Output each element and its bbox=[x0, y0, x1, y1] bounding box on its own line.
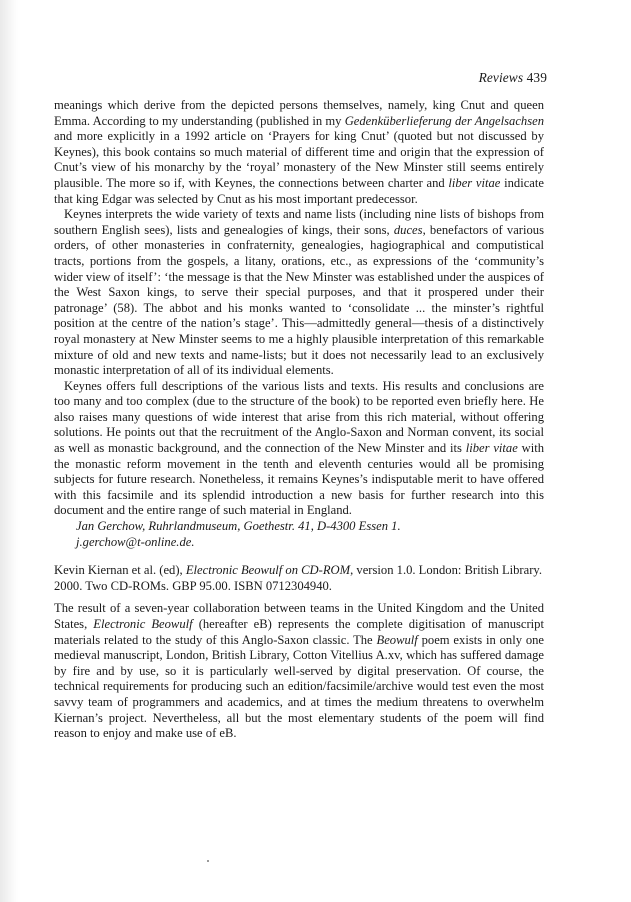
italic-text-run: Electronic Beowulf on CD-ROM bbox=[185, 563, 351, 578]
author-signature: Jan Gerchow, Ruhrlandmuseum, Goethestr. 41, D-4300 Essen 1. bbox=[76, 519, 401, 534]
italic-text-run: Gedenküberlieferung der Angelsachsen bbox=[344, 113, 544, 128]
scan-binding-shadow bbox=[0, 0, 18, 902]
body-paragraph-2 bbox=[54, 207, 544, 379]
running-header bbox=[479, 70, 547, 86]
text-run: , version 1.0. London: British Library. 2000. Two CD-ROMs. GBP 95.00. ISBN 0712304940. bbox=[54, 563, 543, 593]
text-run: Keynes offers full descriptions of the various lists and texts. His results and conclusions are too many and too complex (due to the structure of the book) to be reported even briefly here. He also raises many questions of wide interest that arise from this rich material, without offering solutions. He points out that the recruitment of the Anglo-Saxon and Norman convent, its social as well as monastic background, and the connection of the New Minster and its bbox=[54, 378, 544, 456]
text-run: The result of a seven-year collaboration between teams in the United Kingdom and the United States, bbox=[54, 601, 544, 631]
text-run: indicate that king Edgar was selected by Cnut as his most important predecessor. bbox=[54, 175, 544, 206]
review-citation bbox=[54, 563, 544, 594]
text-run: meanings which derive from the depicted persons themselves, namely, king Cnut and queen Emma. According to my understanding (published in my bbox=[54, 98, 544, 128]
text-run: Keynes interprets the wide variety of texts and name lists (including nine lists of bishops from southern English sees), lists and genealogies of kings, their sons, bbox=[54, 207, 544, 237]
text-run: with the monastic reform movement in the tenth and eleventh centuries would all be promising subjects for future research. Nonetheless, it remains Keynes’s indisputable merit to have offered with this facsimile and its splendid introduction a new basis for further research into this document and the entire range of such material in England. bbox=[54, 441, 545, 518]
italic-text-run: Beowulf bbox=[376, 632, 418, 647]
body-paragraph-3 bbox=[54, 379, 544, 519]
text-run: , benefactors of various orders, of other monasteries in confraternity, genealogies, hagiographical and computistical tracts, portions from the gospels, a litany, orations, etc., as expressions of the ‘community’s wider view of itself’: ‘the message is that the New Minster was established under the auspices of the West Saxon kings, to serve their special purposes, and that it prospered under their patronage’ (58). The abbot and his monks wanted to ‘consolidate ... the minster’s rightful position at the centre of the nation’s stage’. This—admittedly general—thesis of a distinctively royal monastery at New Minster seems to me a highly plausible interpretation of this remarkable mixture of old and new texts and name-lists; but it does not necessarily lead to an exclusively monastic interpretation of all of its individual elements. bbox=[54, 222, 544, 378]
text-run: and more explicitly in a 1992 article on ‘Prayers for king Cnut’ (quoted but not discussed by Keynes), this book contains so much material of different time and origin that the expression of Cnut’s view of his monarchy by the ‘royal’ monastery of the New Minster still seems entirely plausible. The more so if, with Keynes, the connections between charter and bbox=[54, 129, 544, 190]
scan-speck bbox=[207, 860, 209, 862]
body-paragraph-1 bbox=[54, 98, 544, 207]
text-run: poem exists in only one medieval manuscript, London, British Library, Cotton Vitellius A.xv, which has suffered damage by fire and by use, so it is particularly well-served by digital preservation. Of course, the technical requirements for producing such an edition/facsimile/archive would test even the most savvy team of programmers and academics, and at times the medium threatens to overwhelm Kiernan’s project. Nevertheless, all but the most elementary students of the poem will find reason to enjoy and make use of eB. bbox=[54, 632, 545, 741]
running-header-section: Reviews bbox=[478, 70, 524, 85]
italic-text-run: liber vitae bbox=[448, 175, 501, 190]
text-run: Kevin Kiernan et al. (ed), bbox=[54, 563, 186, 578]
review-body-paragraph bbox=[54, 601, 544, 741]
author-email: j.gerchow@t-online.de. bbox=[76, 534, 195, 549]
text-column bbox=[54, 98, 544, 742]
italic-text-run: Electronic Beowulf bbox=[93, 617, 193, 631]
italic-text-run: liber vitae bbox=[465, 441, 518, 456]
text-run: (hereafter eB) represents the complete digitisation of manuscript materials related to the study of this Anglo-Saxon classic. The bbox=[54, 617, 544, 647]
page-number: 439 bbox=[526, 70, 547, 85]
italic-text-run: duces bbox=[393, 222, 423, 237]
